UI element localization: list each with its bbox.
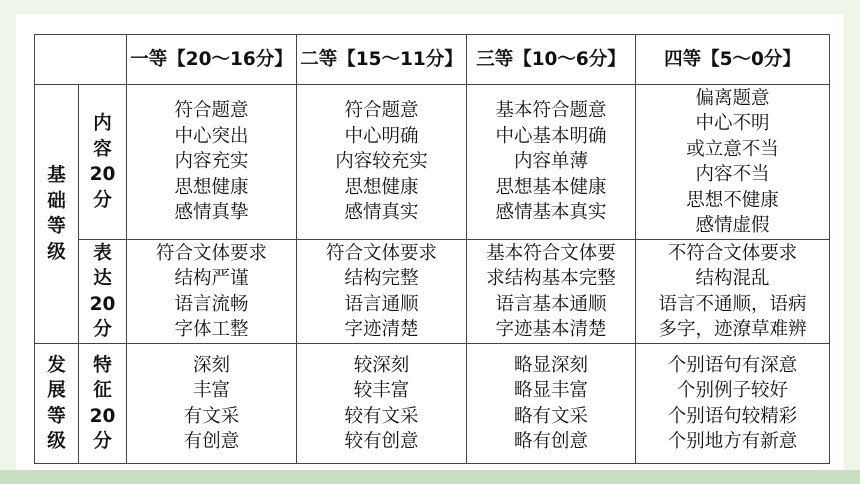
header-grade-3: 三等【10～6分】: [467, 35, 636, 85]
table-row: [35, 85, 830, 240]
cell-feature-grade-1: 深刻 丰富 有文采 有创意: [127, 344, 297, 464]
cell-expression-grade-3: 基本符合文体要 求结构基本完整 语言基本通顺 字迹基本清楚: [467, 240, 636, 344]
cell-expression-grade-1: 符合文体要求 结构严谨 语言流畅 字体工整: [127, 240, 297, 344]
cell-feature-grade-2: 较深刻 较丰富 较有文采 较有创意: [297, 344, 467, 464]
sub-label-expression: 表 达 20 分: [79, 240, 127, 344]
header-grade-2: 二等【15～11分】: [297, 35, 467, 85]
cell-content-grade-2: 符合题意 中心明确 内容较充实 思想健康 感情真实: [297, 85, 467, 240]
group-label-development: 发 展 等 级: [35, 344, 79, 464]
cell-content-grade-1: 符合题意 中心突出 内容充实 思想健康 感情真挚: [127, 85, 297, 240]
cell-expression-grade-2: 符合文体要求 结构完整 语言通顺 字迹清楚: [297, 240, 467, 344]
group-label-basic: 基 础 等 级: [35, 85, 79, 344]
bottom-bar: [0, 470, 860, 484]
cell-feature-grade-3: 略显深刻 略显丰富 略有文采 略有创意: [467, 344, 636, 464]
table-row: [35, 344, 830, 464]
header-grade-1: 一等【20～16分】: [127, 35, 297, 85]
table-row: [35, 240, 830, 344]
header-grade-4: 四等【5～0分】: [636, 35, 830, 85]
sub-label-feature: 特 征 20 分: [79, 344, 127, 464]
cell-content-grade-3: 基本符合题意 中心基本明确 内容单薄 思想基本健康 感情基本真实: [467, 85, 636, 240]
grading-table: [34, 34, 830, 464]
sub-label-content: 内 容 20 分: [79, 85, 127, 240]
cell-feature-grade-4: 个别语句有深意 个别例子较好 个别语句较精彩 个别地方有新意: [636, 344, 830, 464]
cell-expression-grade-4: 不符合文体要求 结构混乱 语言不通顺，语病 多字，迹潦草难辨: [636, 240, 830, 344]
cell-content-grade-4: 偏离题意 中心不明 或立意不当 内容不当 思想不健康 感情虚假: [636, 85, 830, 240]
corner-cell: [35, 35, 127, 85]
header-row: [35, 35, 830, 85]
